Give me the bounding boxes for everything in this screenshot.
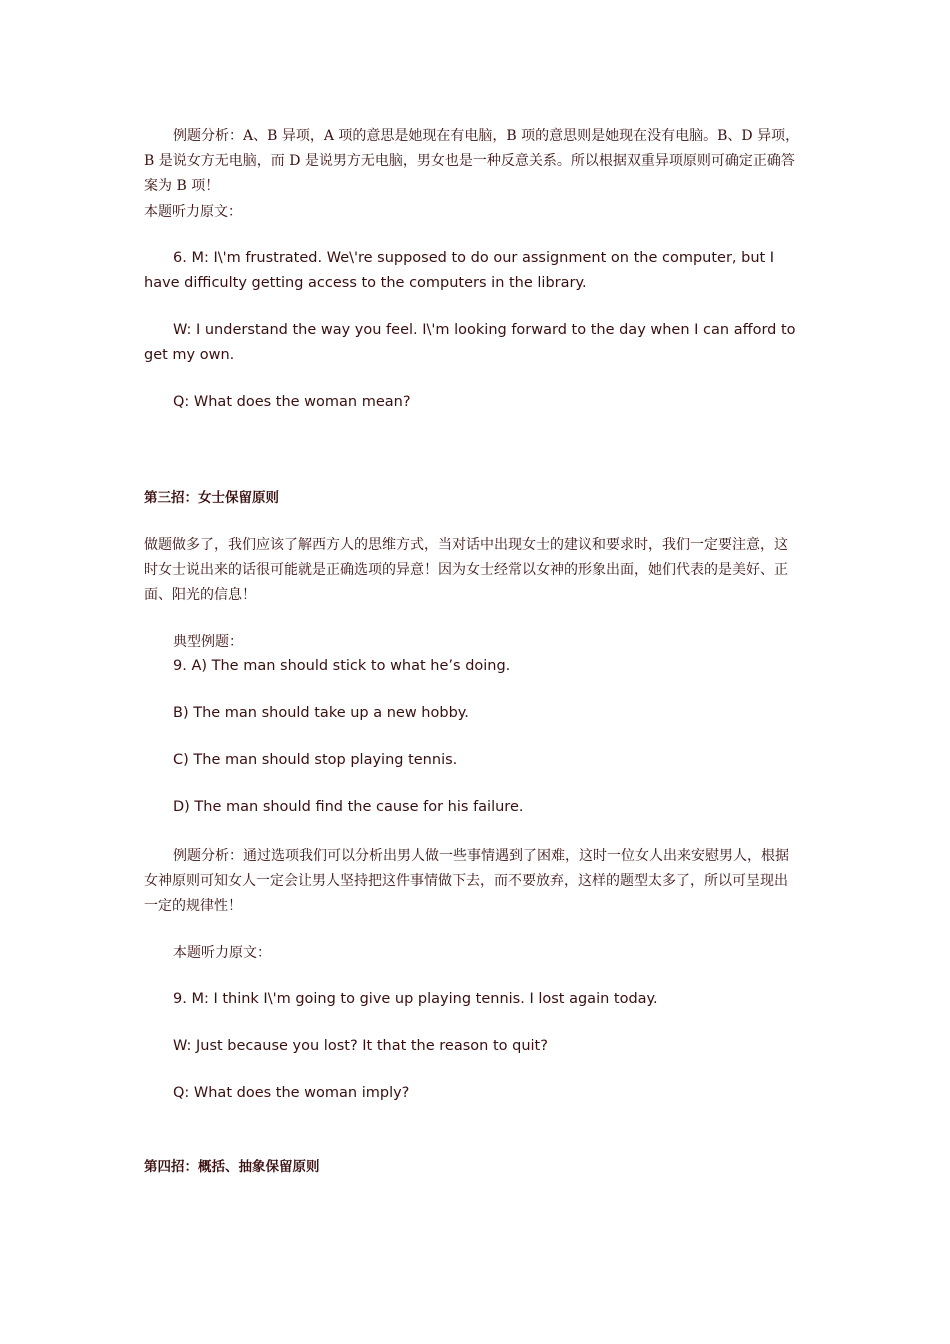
example-label: 典型例题： <box>173 634 243 650</box>
intro-line: 时女士说出来的话很可能就是正确选项的异意！因为女士经常以女神的形象出面，她们代表的是美好、正 <box>144 562 788 578</box>
intro-line: 面、阳光的信息！ <box>144 587 256 603</box>
analysis-line: 例题分析：A、B 异项，A 项的意思是她现在有电脑，B 项的意思则是她现在没有电脑。B、D 异项， <box>173 128 800 144</box>
dialogue-line: W: I understand the way you feel. I\'m looking forward to the day when I can afford to <box>173 322 796 338</box>
question-line: Q: What does the woman imply? <box>173 1085 410 1101</box>
section-heading: 第三招：女士保留原则 <box>144 490 279 506</box>
analysis-line: 例题分析：通过选项我们可以分析出男人做一些事情遇到了困难，这时一位女人出来安慰男人，根据 <box>173 848 789 864</box>
dialogue-line: 6. M: I\'m frustrated. We\'re supposed to do our assignment on the computer, but I <box>173 250 775 266</box>
dialogue-line: have difficulty getting access to the computers in the library. <box>144 275 587 291</box>
option-line: B) The man should take up a new hobby. <box>173 705 469 721</box>
analysis-line: 女神原则可知女人一定会让男人坚持把这件事情做下去，而不要放弃，这样的题型太多了，所以可呈现出 <box>144 873 788 889</box>
dialogue-line: W: Just because you lost? It that the reason to quit? <box>173 1038 548 1054</box>
section-heading: 第四招：概括、抽象保留原则 <box>144 1159 320 1175</box>
transcript-label: 本题听力原文： <box>144 204 242 220</box>
option-line: 9. A) The man should stick to what he’s doing. <box>173 658 511 674</box>
question-line: Q: What does the woman mean? <box>173 394 411 410</box>
transcript-label: 本题听力原文： <box>173 945 271 961</box>
analysis-line: 一定的规律性！ <box>144 898 242 914</box>
option-line: D) The man should find the cause for his failure. <box>173 799 524 815</box>
intro-line: 做题做多了，我们应该了解西方人的思维方式，当对话中出现女士的建议和要求时，我们一定要注意，这 <box>144 537 788 553</box>
dialogue-line: get my own. <box>144 347 235 363</box>
option-line: C) The man should stop playing tennis. <box>173 752 458 768</box>
analysis-line: B 是说女方无电脑，而 D 是说男方无电脑，男女也是一种反意关系。所以根据双重异项原则可确定正确答 <box>144 153 795 169</box>
dialogue-line: 9. M: I think I\'m going to give up playing tennis. I lost again today. <box>173 991 658 1007</box>
analysis-line: 案为 B 项！ <box>144 178 220 194</box>
